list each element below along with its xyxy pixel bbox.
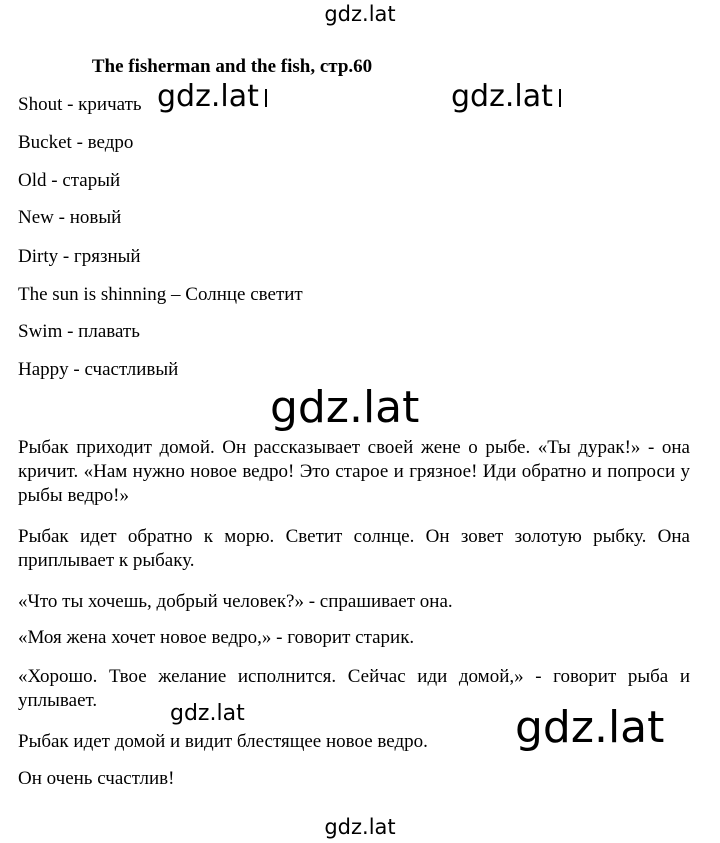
watermark-top: gdz.lat bbox=[324, 2, 396, 26]
watermark-big: gdz.lat bbox=[270, 382, 420, 433]
story-paragraph-5: «Хорошо. Твое желание исполнится. Сейчас иди домой,» - говорит рыба и уплывает. bbox=[18, 666, 690, 711]
vocab-item-shout: Shout - кричать bbox=[18, 94, 142, 115]
story-paragraph-1: Рыбак приходит домой. Он рассказывает своей жене о рыбе. «Ты дурак!» - она кричит. «Нам нужно новое ведро! Это старое и грязное! Иди обратно и попроси у рыбы ведро!» bbox=[18, 437, 690, 506]
watermark-big-2: gdz.lat bbox=[515, 702, 665, 753]
story-paragraph-2: Рыбак идет обратно к морю. Светит солнце. Он зовет золотую рыбку. Она приплывает к рыбаку. bbox=[18, 526, 690, 571]
watermark-small: gdz.lat bbox=[170, 701, 245, 726]
vocab-item-swim: Swim - плавать bbox=[18, 321, 140, 342]
story-paragraph-6: Рыбак идет домой и видит блестящее новое ведро. bbox=[18, 731, 428, 752]
vocab-item-dirty: Dirty - грязный bbox=[18, 246, 141, 267]
watermark-1: gdz.lat bbox=[157, 82, 267, 112]
story-paragraph-7: Он очень счастлив! bbox=[18, 768, 175, 789]
vocab-item-old: Old - старый bbox=[18, 170, 121, 191]
vocab-item-happy: Happy - счастливый bbox=[18, 359, 179, 380]
vocab-item-new: New - новый bbox=[18, 207, 122, 228]
page-title: The fisherman and the fish, стр.60 bbox=[91, 56, 373, 77]
story-paragraph-4: «Моя жена хочет новое ведро,» - говорит старик. bbox=[18, 627, 415, 648]
vocab-item-bucket: Bucket - ведро bbox=[18, 132, 134, 153]
watermark-2: gdz.lat bbox=[451, 82, 561, 112]
story-paragraph-3: «Что ты хочешь, добрый человек?» - спрашивает она. bbox=[18, 591, 453, 612]
vocab-item-sun: The sun is shinning – Солнце светит bbox=[18, 284, 303, 305]
watermark-bottom: gdz.lat bbox=[324, 815, 396, 839]
